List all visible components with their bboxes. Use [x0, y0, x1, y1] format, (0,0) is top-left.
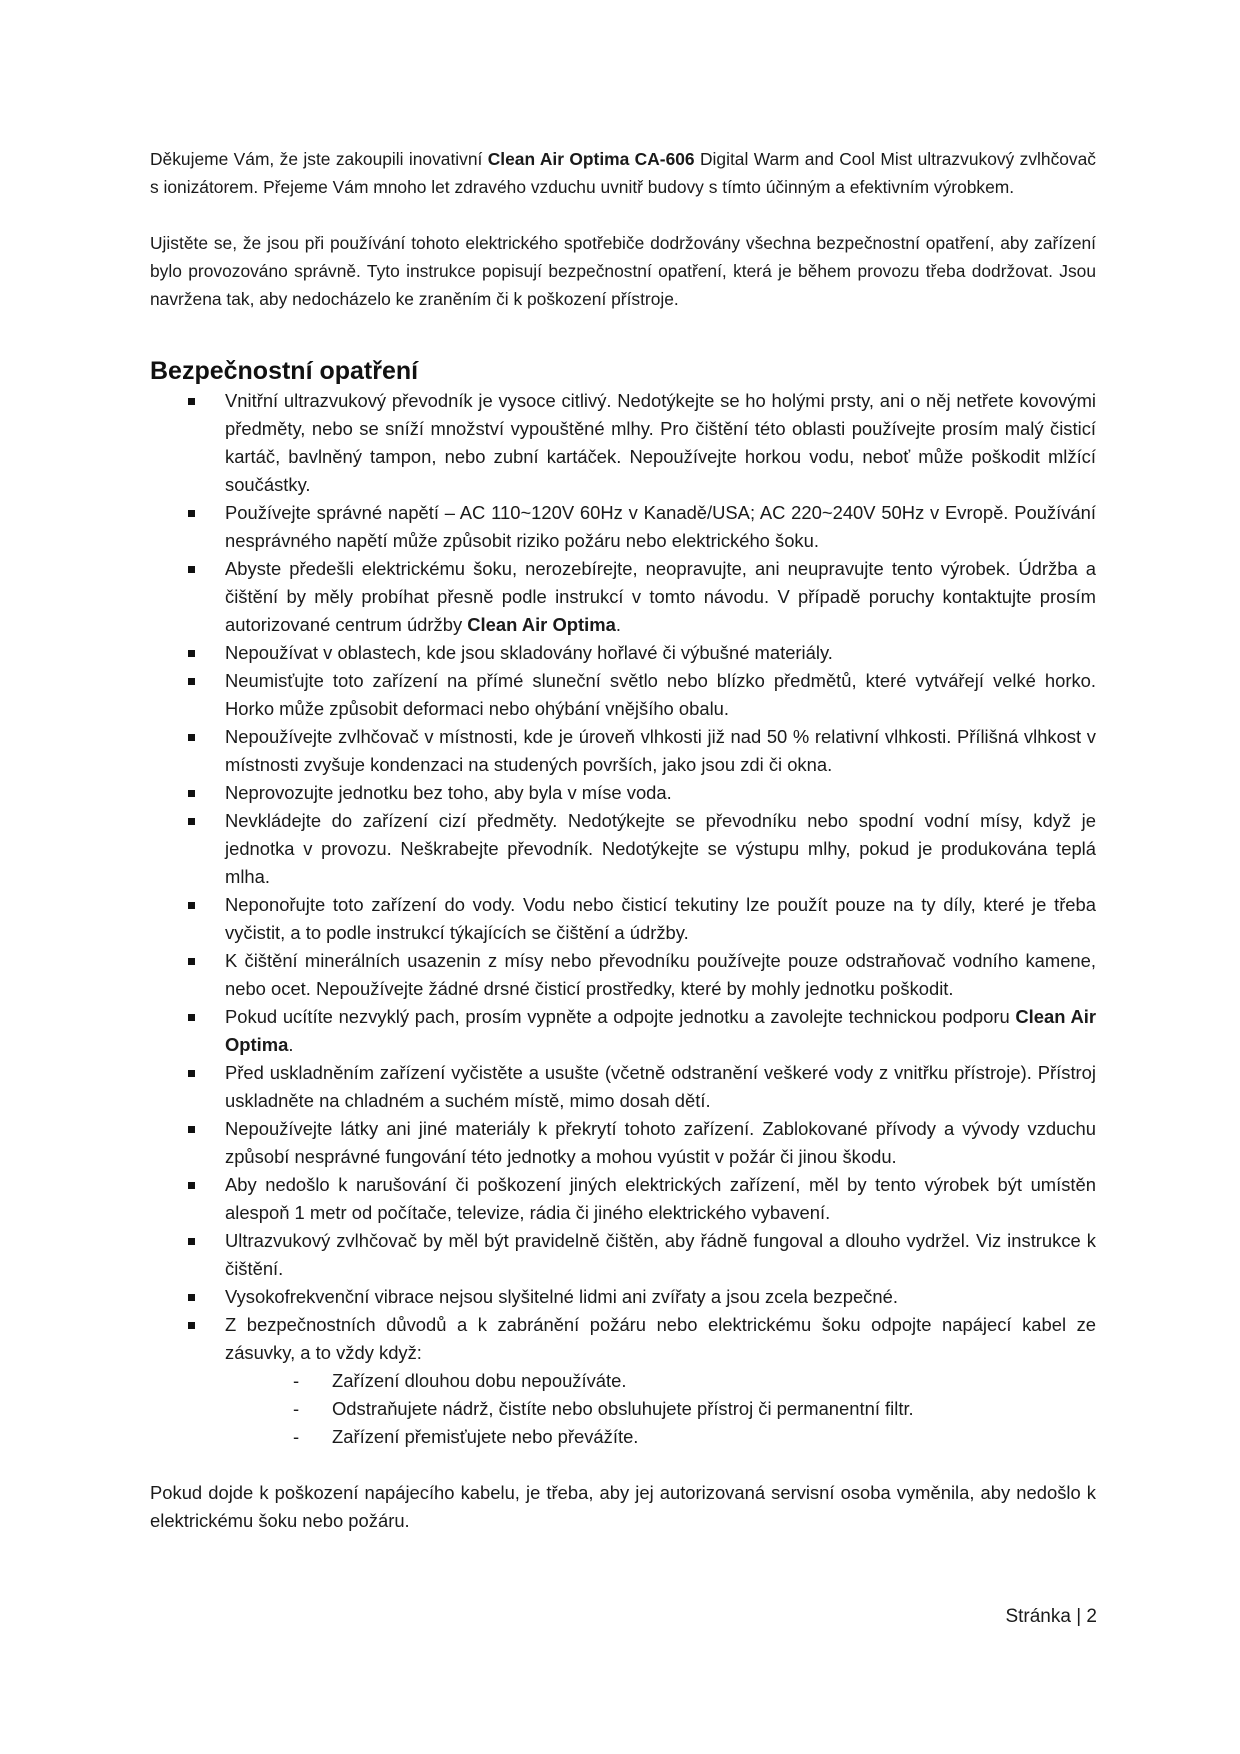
safety-item: Nevkládejte do zařízení cizí předměty. Nedotýkejte se převodníku nebo spodní vodní mísy, když je jednotka v provozu. Neškrabejte převodník. Nedotýkejte se výstupu mlhy, pokud je produkována teplá mlha. — [150, 807, 1096, 891]
safety-item: Abyste předešli elektrickému šoku, nerozebírejte, neopravujte, ani neupravujte tento výrobek. Údržba a čištění by měly probíhat přesně podle instrukcí v tomto návodu. V případě poruchy kontaktujte prosím autorizované centrum údržby Clean Air Optima. — [150, 555, 1096, 639]
dash-marker: - — [293, 1398, 300, 1419]
bullet-icon — [188, 1070, 195, 1077]
bullet-icon — [188, 958, 195, 965]
closing-paragraph: Pokud dojde k poškození napájecího kabelu, je třeba, aby jej autorizovaná servisní osoba vyměnila, aby nedošlo k elektrickému šoku nebo požáru. — [150, 1482, 1096, 1531]
safety-item: Aby nedošlo k narušování či poškození jiných elektrických zařízení, měl by tento výrobek být umístěn alespoň 1 metr od počítače, televize, rádia či jiného elektrického vybavení. — [150, 1171, 1096, 1227]
safety-item: Před uskladněním zařízení vyčistěte a usušte (včetně odstranění veškeré vody z vnitřku přístroje). Přístroj uskladněte na chladném a suchém místě, mimo dosah dětí. — [150, 1059, 1096, 1115]
bullet-icon — [188, 678, 195, 685]
safety-item: Neumisťujte toto zařízení na přímé sluneční světlo nebo blízko předmětů, které vytvářejí velké horko. Horko může způsobit deformaci nebo ohýbání vnějšího obalu. — [150, 667, 1096, 723]
intro-paragraph-1 — [150, 145, 1096, 201]
bullet-icon — [188, 510, 195, 517]
bullet-icon — [188, 790, 195, 797]
section-title: Bezpečnostní opatření — [150, 357, 419, 385]
safety-item: Neponořujte toto zařízení do vody. Vodu nebo čisticí tekutiny lze použít pouze na ty díly, které je třeba vyčistit, a to podle instrukcí týkajících se čištění a údržby. — [150, 891, 1096, 947]
safety-item: Neprovozujte jednotku bez toho, aby byla v míse voda. — [150, 779, 1096, 807]
bullet-icon — [188, 566, 195, 573]
bullet-icon — [188, 818, 195, 825]
sub-item: - Odstraňujete nádrž, čistíte nebo obsluhujete přístroj či permanentní filtr. — [225, 1395, 1096, 1423]
safety-item: Pokud ucítíte nezvyklý pach, prosím vypněte a odpojte jednotku a zavolejte technickou podporu Clean Air Optima. — [150, 1003, 1096, 1059]
safety-item: Nepoužívat v oblastech, kde jsou skladovány hořlavé či výbušné materiály. — [150, 639, 1096, 667]
safety-item: Z bezpečnostních důvodů a k zabránění požáru nebo elektrickému šoku odpojte napájecí kabel ze zásuvky, a to vždy když: - Zařízení dlouhou dobu nepoužíváte. - Odstraňujete nádrž, čistíte nebo obsluhujete přístroj či permanentní filtr. - Zařízení přemisťujete nebo převážíte. — [150, 1311, 1096, 1451]
safety-item: Nepoužívejte látky ani jiné materiály k překrytí tohoto zařízení. Zablokované přívody a vývody vzduchu způsobí nesprávné fungování této jednotky a mohou vyústit v požár či jinou škodu. — [150, 1115, 1096, 1171]
safety-item: Vnitřní ultrazvukový převodník je vysoce citlivý. Nedotýkejte se ho holými prsty, ani o něj netřete kovovými předměty, nebo se sníží množství vypouštěné mlhy. Pro čištění této oblasti používejte prosím malý čisticí kartáč, bavlněný tampon, nebo zubní kartáček. Nepoužívejte horkou vodu, neboť může poškodit mlžící součástky. — [150, 387, 1096, 499]
bullet-icon — [188, 734, 195, 741]
document-page — [150, 145, 1096, 1535]
bullet-icon — [188, 1322, 195, 1329]
intro-text-end: Digital Warm and Cool Mist ultrazvukový zvlhčovač s ionizátorem. Přejeme Vám mnoho let zdravého vzduchu uvnitř budovy s tímto účinným a efektivním výrobkem. — [150, 149, 1096, 197]
bullet-icon — [188, 1126, 195, 1133]
bullet-icon — [188, 1014, 195, 1021]
sub-item: - Zařízení dlouhou dobu nepoužíváte. — [225, 1367, 1096, 1395]
dash-marker: - — [293, 1370, 300, 1391]
bullet-icon — [188, 1294, 195, 1301]
product-name: Clean Air Optima CA-606 — [487, 149, 695, 169]
bullet-icon — [188, 1238, 195, 1245]
safety-item: K čištění minerálních usazenin z mísy nebo převodníku používejte pouze odstraňovač vodního kamene, nebo ocet. Nepoužívejte žádné drsné čisticí prostředky, které by mohly jednotku poškodit. — [150, 947, 1096, 1003]
bullet-icon — [188, 650, 195, 657]
dash-marker: - — [293, 1426, 300, 1447]
safety-item: Nepoužívejte zvlhčovač v místnosti, kde je úroveň vlhkosti již nad 50 % relativní vlhkosti. Přílišná vlhkost v místnosti zvyšuje kondenzaci na studených površích, jako jsou zdi či okna. — [150, 723, 1096, 779]
bullet-icon — [188, 1182, 195, 1189]
intro-paragraph-2: Ujistěte se, že jsou při používání tohoto elektrického spotřebiče dodržovány všechna bezpečnostní opatření, aby zařízení bylo provozováno správně. Tyto instrukce popisují bezpečnostní opatření, která je během provozu třeba dodržovat. Jsou navržena tak, aby nedocházelo ke zraněním či k poškození přístroje. — [150, 233, 1096, 309]
safety-item: Ultrazvukový zvlhčovač by měl být pravidelně čištěn, aby řádně fungoval a dlouho vydržel. Viz instrukce k čištění. — [150, 1227, 1096, 1283]
bullet-icon — [188, 902, 195, 909]
safety-item: Používejte správné napětí – AC 110~120V 60Hz v Kanadě/USA; AC 220~240V 50Hz v Evropě. Používání nesprávného napětí může způsobit riziko požáru nebo elektrického šoku. — [150, 499, 1096, 555]
intro-text-start: Děkujeme Vám, že jste zakoupili inovativní — [150, 149, 488, 169]
unplug-conditions-list — [225, 1367, 1096, 1451]
bullet-icon — [188, 398, 195, 405]
sub-item: - Zařízení přemisťujete nebo převážíte. — [225, 1423, 1096, 1451]
safety-list — [150, 387, 1096, 1451]
safety-item: Vysokofrekvenční vibrace nejsou slyšitelné lidmi ani zvířaty a jsou zcela bezpečné. — [150, 1283, 1096, 1311]
page-number: Stránka | 2 — [1005, 1606, 1097, 1627]
